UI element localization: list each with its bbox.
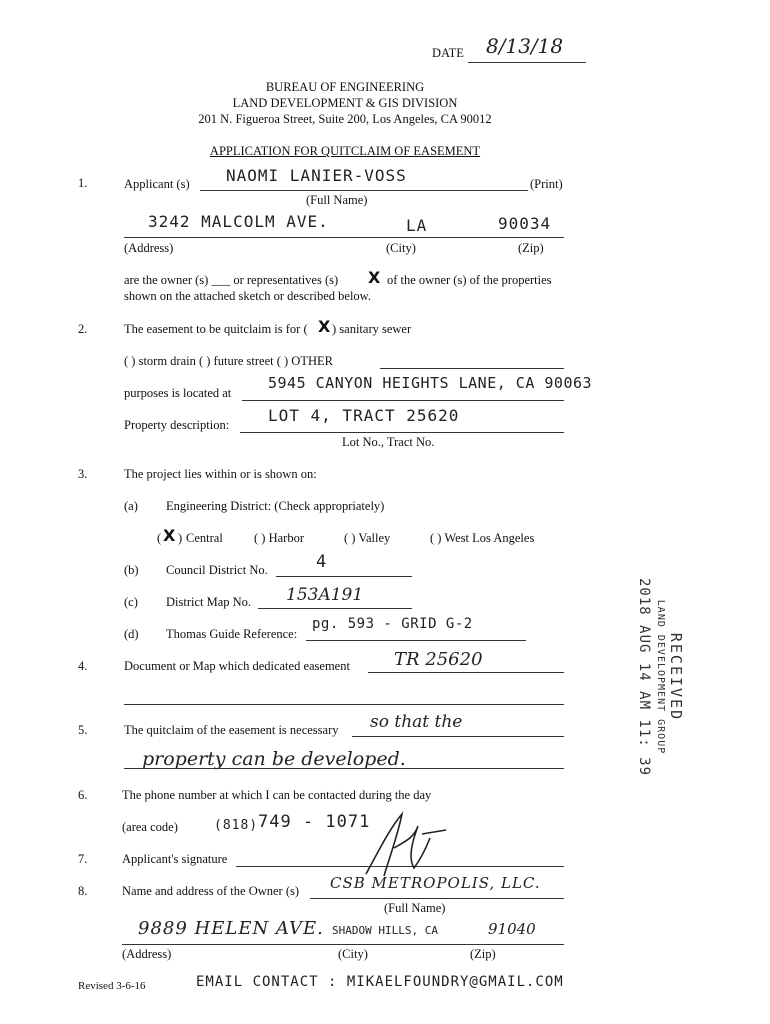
item-2-number: 2. bbox=[78, 322, 88, 336]
quitclaim-reason-line-1-rule bbox=[352, 736, 564, 737]
date-label: DATE bbox=[432, 46, 464, 60]
quitclaim-reason-line-2[interactable]: property can be developed. bbox=[142, 748, 406, 770]
applicant-name-line bbox=[200, 190, 528, 191]
applicant-city-value[interactable]: LA bbox=[406, 216, 428, 235]
central-check-mark[interactable]: X bbox=[163, 526, 176, 545]
easement-label-b: ) sanitary sewer bbox=[332, 322, 412, 336]
owner-name-value[interactable]: CSB METROPOLIS, LLC. bbox=[330, 874, 541, 892]
item-4-number: 4. bbox=[78, 659, 88, 673]
district-map-line bbox=[258, 608, 412, 609]
thomas-guide-value[interactable]: pg. 593 - GRID G-2 bbox=[312, 616, 473, 632]
property-description-label: Property description: bbox=[124, 418, 230, 432]
stamp-datetime: 2018 AUG 14 AM 11: 39 bbox=[636, 578, 652, 777]
west-la-option[interactable]: ( ) West Los Angeles bbox=[430, 531, 535, 545]
engineering-district-label: Engineering District: (Check appropriately) bbox=[166, 499, 385, 513]
full-name-caption: (Full Name) bbox=[306, 193, 368, 207]
harbor-option[interactable]: ( ) Harbor bbox=[254, 531, 304, 545]
owner-address-caption: (Address) bbox=[122, 947, 172, 961]
received-stamp bbox=[636, 578, 684, 776]
dedicated-easement-value[interactable]: TR 25620 bbox=[394, 649, 483, 670]
property-description-value[interactable]: LOT 4, TRACT 25620 bbox=[268, 406, 460, 425]
city-caption: (City) bbox=[386, 241, 416, 255]
form-title: APPLICATION FOR QUITCLAIM OF EASEMENT bbox=[209, 144, 481, 158]
applicant-signature-label: Applicant's signature bbox=[122, 852, 228, 866]
owner-full-name-caption: (Full Name) bbox=[384, 901, 446, 915]
bureau-address: 201 N. Figueroa Street, Suite 200, Los Angeles, CA 90012 bbox=[198, 112, 492, 126]
stamp-received: RECEIVED bbox=[667, 632, 685, 722]
bureau-heading: BUREAU OF ENGINEERING bbox=[265, 80, 425, 94]
easement-label-a: The easement to be quitclaim is for ( bbox=[124, 322, 308, 336]
owner-city-caption: (City) bbox=[338, 947, 368, 961]
owner-zip-value[interactable]: 91040 bbox=[488, 920, 536, 938]
applicant-label: Applicant (s) bbox=[124, 177, 190, 191]
applicant-address-line bbox=[124, 237, 564, 238]
owner-address-value[interactable]: 9889 HELEN AVE. bbox=[138, 918, 324, 939]
area-code-value[interactable]: (818) bbox=[214, 818, 259, 833]
item-5-number: 5. bbox=[78, 723, 88, 737]
item-3-number: 3. bbox=[78, 467, 88, 481]
dedicated-easement-label: Document or Map which dedicated easement bbox=[124, 659, 350, 673]
item-3b-label: (b) bbox=[124, 563, 139, 577]
sanitary-sewer-check-mark[interactable]: X bbox=[318, 317, 331, 336]
thomas-guide-label: Thomas Guide Reference: bbox=[166, 627, 298, 641]
central-paren-close: ) bbox=[178, 531, 183, 545]
division-heading: LAND DEVELOPMENT & GIS DIVISION bbox=[232, 96, 458, 110]
other-easement-options: ( ) storm drain ( ) future street ( ) OTHER bbox=[124, 354, 333, 368]
owner-statement-b: of the owner (s) of the properties bbox=[387, 273, 552, 287]
quitclaim-reason-line-2-rule bbox=[124, 768, 564, 769]
owner-statement-2: shown on the attached sketch or described below. bbox=[124, 289, 372, 303]
owner-statement-a: are the owner (s) ___ or representatives (s) bbox=[124, 273, 339, 287]
address-caption: (Address) bbox=[124, 241, 174, 255]
zip-caption: (Zip) bbox=[518, 241, 544, 255]
date-line bbox=[468, 62, 586, 63]
applicant-zip-value[interactable]: 90034 bbox=[498, 214, 552, 233]
owner-address-line bbox=[122, 944, 564, 945]
located-label: purposes is located at bbox=[124, 386, 232, 400]
item-3c-label: (c) bbox=[124, 595, 138, 609]
item-3a-label: (a) bbox=[124, 499, 138, 513]
project-lies-within: The project lies within or is shown on: bbox=[124, 467, 317, 481]
owner-zip-caption: (Zip) bbox=[470, 947, 496, 961]
item-1-number: 1. bbox=[78, 176, 88, 190]
valley-option[interactable]: ( ) Valley bbox=[344, 531, 391, 545]
located-line bbox=[242, 400, 564, 401]
council-district-value[interactable]: 4 bbox=[316, 552, 328, 572]
area-code-label: (area code) bbox=[122, 820, 178, 834]
council-district-line bbox=[276, 576, 412, 577]
revised-date: Revised 3-6-16 bbox=[78, 980, 146, 992]
applicant-signature[interactable] bbox=[360, 808, 450, 880]
quitclaim-reason-line-1[interactable]: so that the bbox=[370, 712, 463, 732]
phone-number-label: The phone number at which I can be contacted during the day bbox=[122, 788, 432, 802]
located-value[interactable]: 5945 CANYON HEIGHTS LANE, CA 90063 bbox=[268, 374, 593, 392]
district-map-label: District Map No. bbox=[166, 595, 252, 609]
quitclaim-necessary-label: The quitclaim of the easement is necessary bbox=[124, 723, 339, 737]
dedicated-easement-line bbox=[368, 672, 564, 673]
phone-number-value[interactable]: 749 - 1071 bbox=[258, 812, 371, 832]
applicant-address-value[interactable]: 3242 MALCOLM AVE. bbox=[148, 212, 329, 231]
owner-name-line bbox=[310, 898, 564, 899]
lot-tract-caption: Lot No., Tract No. bbox=[342, 435, 435, 449]
owner-name-address-label: Name and address of the Owner (s) bbox=[122, 884, 300, 898]
other-line bbox=[380, 368, 564, 369]
applicant-name-value[interactable]: NAOMI LANIER-VOSS bbox=[226, 166, 407, 185]
item-6-number: 6. bbox=[78, 788, 88, 802]
owner-city-value[interactable]: SHADOW HILLS, CA bbox=[332, 924, 438, 937]
dedicated-easement-line-2 bbox=[124, 704, 564, 705]
item-8-number: 8. bbox=[78, 884, 88, 898]
district-map-value[interactable]: 153A191 bbox=[286, 585, 364, 605]
thomas-guide-line bbox=[306, 640, 526, 641]
central-paren-open: ( bbox=[157, 531, 162, 545]
item-3d-label: (d) bbox=[124, 627, 139, 641]
print-label: (Print) bbox=[530, 177, 563, 191]
council-district-label: Council District No. bbox=[166, 563, 268, 577]
item-7-number: 7. bbox=[78, 852, 88, 866]
stamp-group: LAND DEVELOPMENT GROUP bbox=[655, 599, 666, 755]
representative-check-mark[interactable]: X bbox=[368, 268, 381, 287]
central-label: Central bbox=[186, 531, 223, 545]
email-contact-note[interactable]: EMAIL CONTACT : MIKAELFOUNDRY@GMAIL.COM bbox=[196, 974, 564, 990]
property-description-line bbox=[240, 432, 564, 433]
date-value[interactable]: 8/13/18 bbox=[486, 34, 564, 58]
